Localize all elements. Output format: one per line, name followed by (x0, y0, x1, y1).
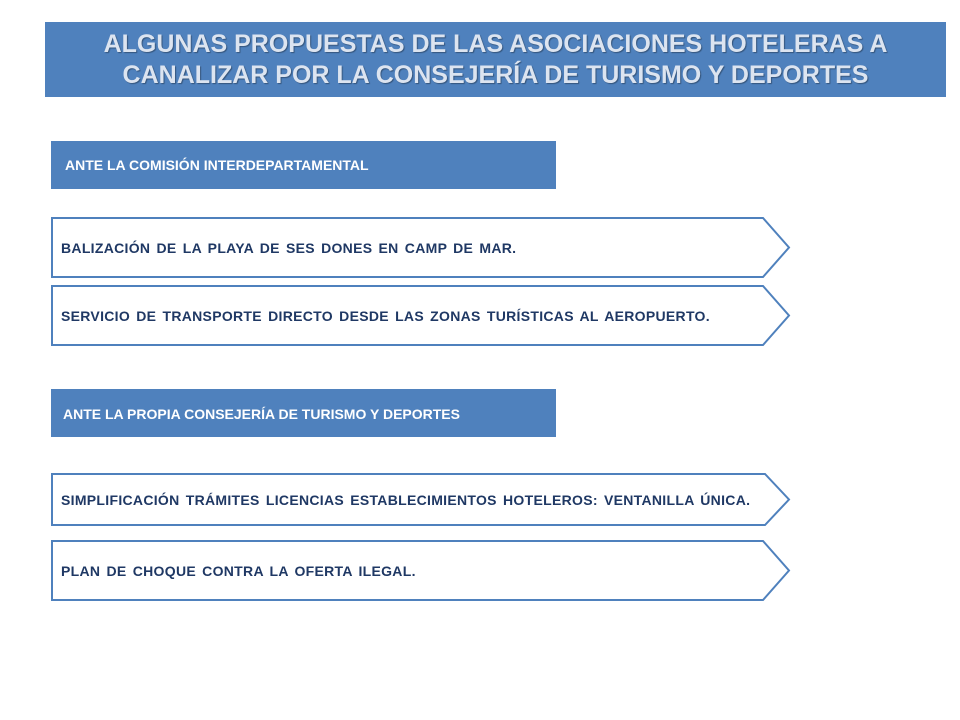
title-line-2: CANALIZAR POR LA CONSEJERÍA DE TURISMO Y DEPORTES (122, 60, 869, 89)
chevron-item-plan-choque (51, 540, 791, 601)
title-banner (45, 22, 946, 97)
chevron-item-text: PLAN DE CHOQUE CONTRA LA OFERTA ILEGAL. (61, 562, 416, 579)
section-header-consejeria: ANTE LA PROPIA CONSEJERÍA DE TURISMO Y DEPORTES (51, 389, 556, 437)
chevron-item-balizacion (51, 217, 791, 278)
chevron-item-text: BALIZACIÓN DE LA PLAYA DE SES DONES EN CAMP DE MAR. (61, 239, 517, 256)
section-header-comision: ANTE LA COMISIÓN INTERDEPARTAMENTAL (51, 141, 556, 189)
chevron-item-simplificacion (51, 473, 791, 526)
chevron-item-text: SERVICIO DE TRANSPORTE DIRECTO DESDE LAS ZONAS TURÍSTICAS AL AEROPUERTO. (61, 307, 710, 324)
title-line-1: ALGUNAS PROPUESTAS DE LAS ASOCIACIONES HOTELERAS A (103, 29, 888, 58)
chevron-item-transporte (51, 285, 791, 346)
chevron-item-text: SIMPLIFICACIÓN TRÁMITES LICENCIAS ESTABLECIMIENTOS HOTELEROS: VENTANILLA ÚNICA. (61, 491, 751, 508)
